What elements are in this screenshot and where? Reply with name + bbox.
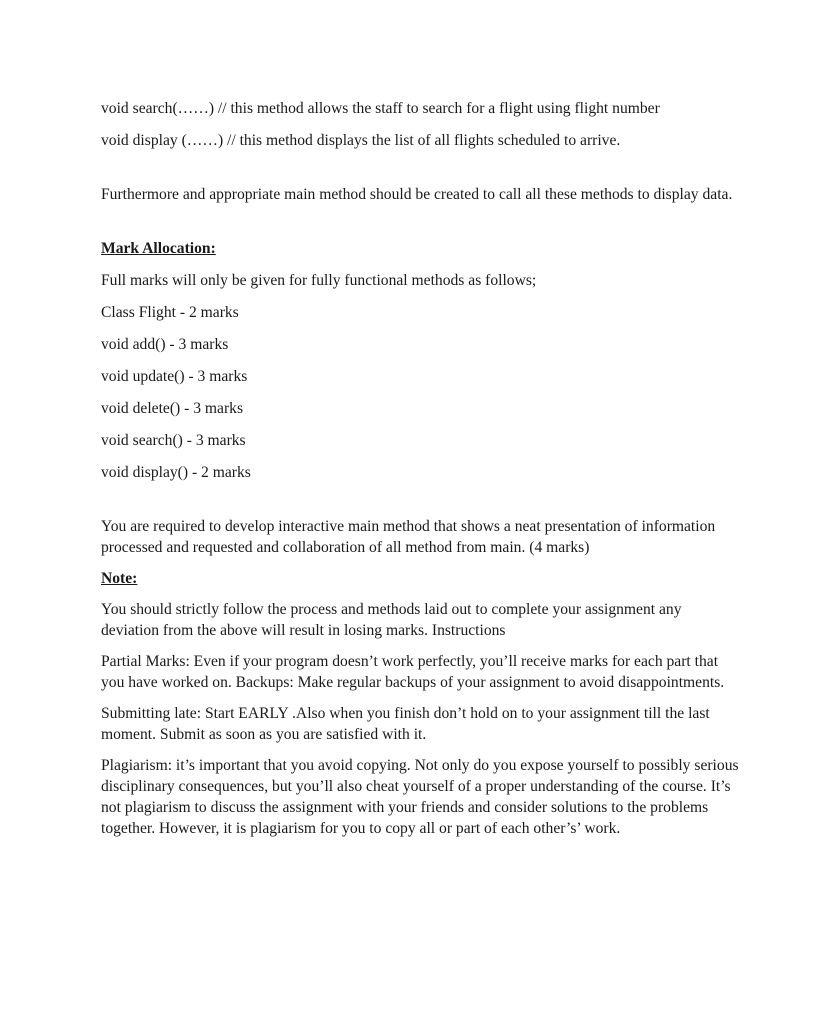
mark-item-search: void search() - 3 marks — [101, 432, 246, 449]
mark-allocation-heading: Mark Allocation: — [101, 240, 216, 257]
mark-item-display: void display() - 2 marks — [101, 464, 251, 481]
mark-item-class-flight: Class Flight - 2 marks — [101, 304, 239, 321]
mark-item-update: void update() - 3 marks — [101, 368, 248, 385]
method-search-line: void search(……) // this method allows the staff to search for a flight using flight number — [101, 100, 660, 117]
note-heading: Note: — [101, 570, 138, 587]
note-paragraph-partial-marks: Partial Marks: Even if your program doesn’t work perfectly, you’ll receive marks for each part that you have worked on. Backups: Make regular backups of your assignment to avoid disappointments. — [101, 653, 725, 691]
note-paragraph-plagiarism: Plagiarism: it’s important that you avoid copying. Not only do you expose yourself to possibly serious disciplinary consequences, but you’ll also cheat yourself of a proper understanding of the course. It’s not plagiarism to discuss the assignment with your friends and consider solutions to the problems together. However, it is plagiarism for you to copy all or part of each other’s’ work. — [101, 757, 739, 837]
note-paragraph-submitting-late: Submitting late: Start EARLY .Also when you finish don’t hold on to your assignment till the last moment. Submit as soon as you are satisfied with it. — [101, 705, 710, 743]
furthermore-paragraph: Furthermore and appropriate main method should be created to call all these methods to display data. — [101, 186, 733, 203]
mark-item-add: void add() - 3 marks — [101, 336, 229, 353]
mark-item-delete: void delete() - 3 marks — [101, 400, 244, 417]
document-body — [101, 98, 741, 839]
mark-allocation-intro: Full marks will only be given for fully functional methods as follows; — [101, 272, 537, 289]
note-paragraph-instructions: You should strictly follow the process and methods laid out to complete your assignment any deviation from the above will result in losing marks. Instructions — [101, 601, 682, 639]
required-paragraph: You are required to develop interactive main method that shows a neat presentation of information processed and requested and collaboration of all method from main. (4 marks) — [101, 518, 716, 556]
method-display-line: void display (……) // this method displays the list of all flights scheduled to arrive. — [101, 132, 621, 149]
